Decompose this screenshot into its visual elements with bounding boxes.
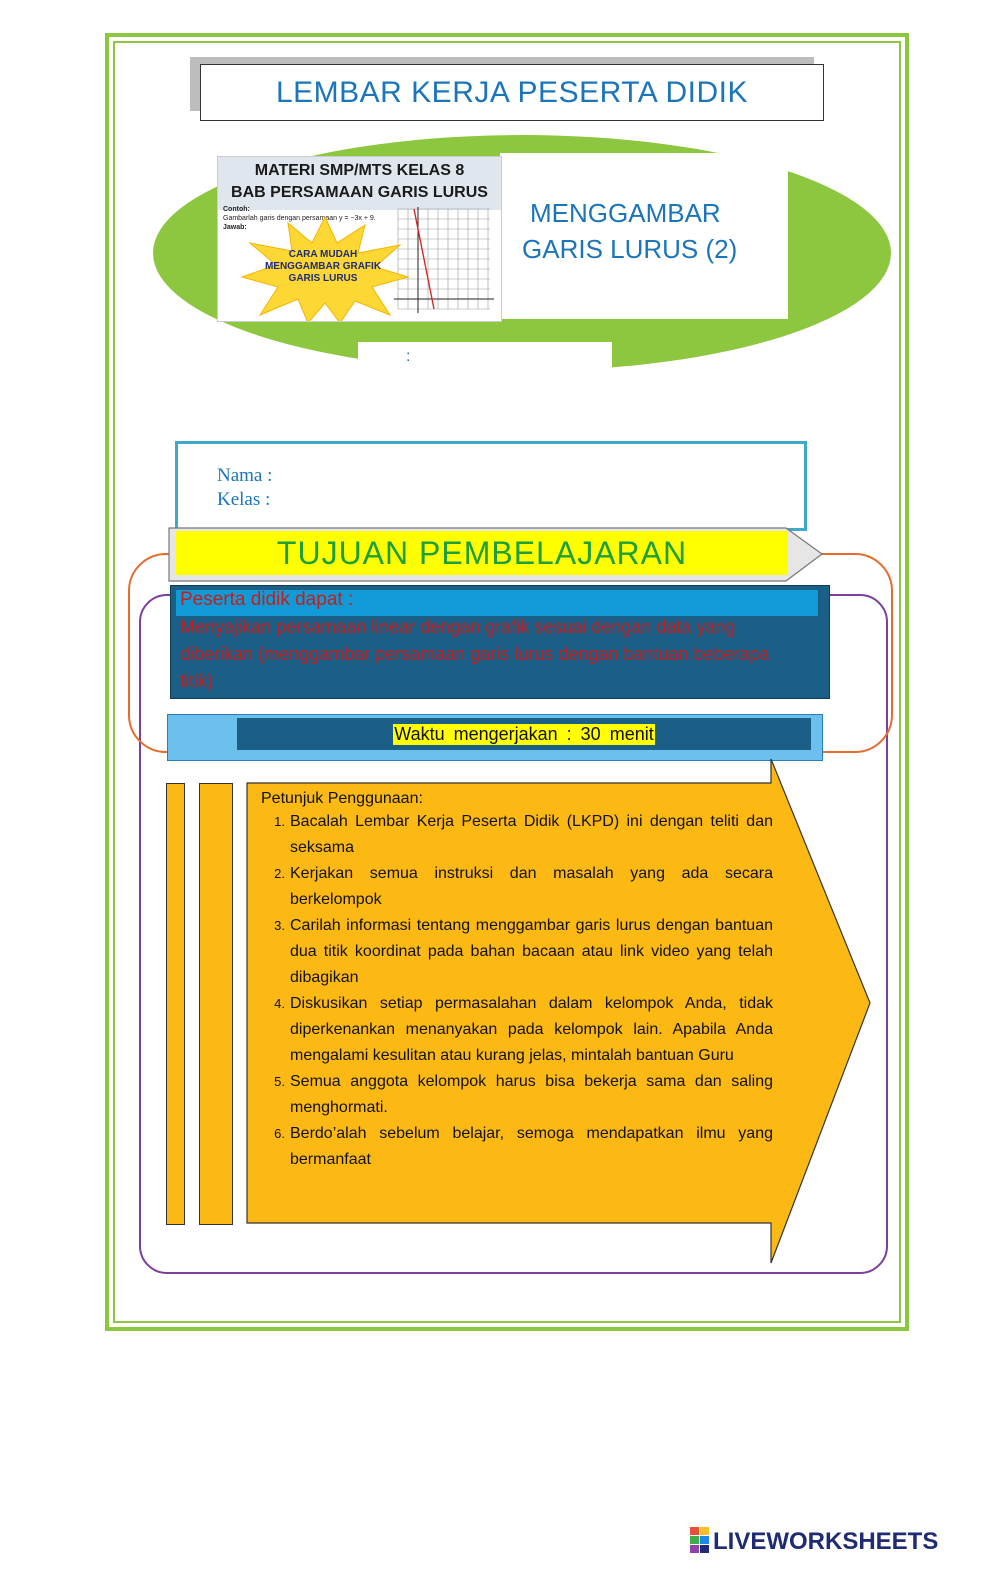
decor-bar-1	[166, 783, 185, 1225]
thumbnail-soal: Gambarlah garis dengan persamaan y = −3x + 9.	[223, 215, 376, 222]
nama-label: Nama :	[217, 465, 273, 486]
thumbnail-contoh: Contoh:	[223, 206, 250, 213]
instruction-item	[263, 861, 773, 913]
instruction-text: Berdo’alah sebelum belajar, semoga mendapatkan ilmu yang bermanfaat	[290, 1125, 773, 1168]
instructions-title: Petunjuk Penggunaan:	[261, 790, 423, 807]
instruction-number: 5.	[274, 1074, 285, 1089]
instruction-item	[263, 991, 773, 1069]
kelas-label: Kelas :	[217, 489, 271, 510]
footer-brand[interactable]: LIVEWORKSHEETS	[713, 1528, 939, 1555]
instruction-item	[263, 1069, 773, 1121]
tujuan-heading: TUJUAN PEMBELAJARAN	[276, 534, 688, 571]
time-text: Waktu mengerjakan : 30 menit	[394, 723, 654, 744]
instructions-list	[263, 809, 773, 1173]
objective-text: Menyajikan persamaan linear dengan grafik sesuai dengan data yang diberikan (menggambar persamaan garis lurus dengan bantuan beberapa titik)	[180, 617, 770, 691]
instruction-number: 2.	[274, 866, 285, 881]
objective-label: Peserta didik dapat :	[180, 589, 354, 610]
instruction-number: 1.	[274, 814, 285, 829]
thumbnail-header	[218, 157, 501, 210]
topic-title	[522, 195, 737, 267]
instruction-text: Semua anggota kelompok harus bisa bekerja sama dan saling menghormati.	[290, 1073, 773, 1116]
thumbnail-line-2: BAB PERSAMAAN GARIS LURUS	[231, 184, 488, 201]
instruction-text: Diskusikan setiap permasalahan dalam kelompok Anda, tidak diperkenankan menanyakan pada kelompok lain. Apabila Anda mengalami kesulitan atau kurang jelas, mintalah bantuan Guru	[290, 995, 773, 1064]
colon-text: :	[406, 348, 411, 365]
instruction-text: Kerjakan semua instruksi dan masalah yang ada secara berkelompok	[290, 865, 773, 908]
instruction-text: Bacalah Lembar Kerja Peserta Didik (LKPD) ini dengan teliti dan seksama	[290, 813, 773, 856]
starburst-badge-text: CARA MUDAH MENGGAMBAR GRAFIK GARIS LURUS	[264, 249, 382, 284]
instruction-number: 3.	[274, 918, 285, 933]
lesson-thumbnail	[217, 156, 502, 322]
time-box-label	[237, 718, 811, 750]
instruction-text: Carilah informasi tentang menggambar garis lurus dengan bantuan dua titik koordinat pada bahan bacaan atau link video yang telah dibagikan	[290, 917, 773, 986]
instruction-item	[263, 809, 773, 861]
instruction-item	[263, 1121, 773, 1173]
topic-line-2: GARIS LURUS (2)	[522, 234, 738, 264]
thumbnail-line-1: MATERI SMP/MTS KELAS 8	[254, 162, 465, 179]
liveworksheets-logo-icon	[690, 1527, 710, 1553]
instruction-number: 6.	[274, 1126, 285, 1141]
page-title: LEMBAR KERJA PESERTA DIDIK	[275, 75, 749, 109]
instruction-item	[263, 913, 773, 991]
title-box	[200, 64, 824, 121]
instruction-number: 4.	[274, 996, 285, 1011]
colon-box	[358, 342, 612, 376]
topic-line-1: MENGGAMBAR	[530, 198, 721, 228]
decor-bar-2	[199, 783, 233, 1225]
thumbnail-jawab: Jawab:	[223, 224, 247, 231]
